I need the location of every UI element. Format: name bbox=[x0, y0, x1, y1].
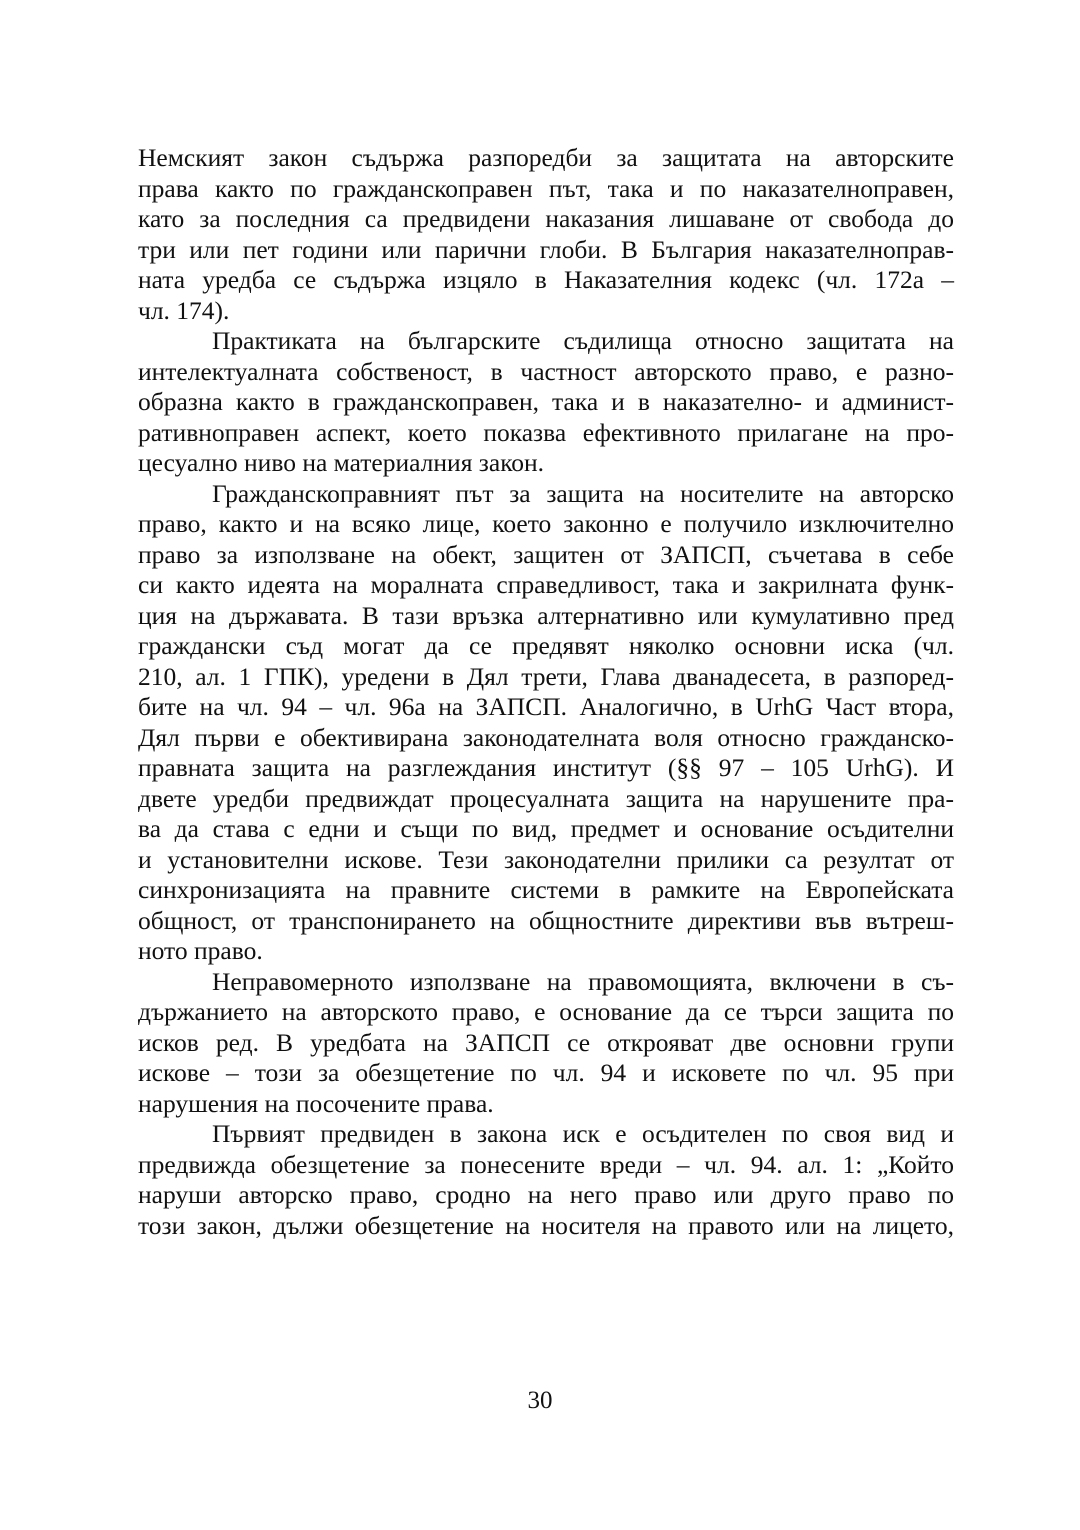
text-line: Дял първи е обективирана законодателната воля относно гражданско- bbox=[138, 722, 954, 752]
text-line: цесуално ниво на материалния закон. bbox=[138, 448, 545, 477]
text-line: държанието на авторското право, е основание да се търси защита по bbox=[138, 997, 954, 1026]
text-line: 210, ал. 1 ГПК), уредени в Дял трети, Глава дванадесета, в разпоред- bbox=[138, 661, 954, 691]
text-line: като за последния са предвидени наказания лишаване от свобода до bbox=[138, 204, 954, 233]
text-line: наруши авторско право, сродно на него право или друго право по bbox=[138, 1180, 954, 1209]
text-line: си както идеята на моралната справедливост, така и закрилната функ- bbox=[138, 570, 954, 599]
text-line: синхронизацията на правните системи в рамките на Европейската bbox=[138, 875, 954, 904]
text-line: общност, от транспонирането на общностните директиви във вътреш- bbox=[138, 905, 954, 935]
paragraph bbox=[138, 967, 954, 1120]
text-line: правната защита на разглеждания институт (§§ 97 – 105 UrhG). И bbox=[138, 753, 954, 782]
text-line: ната уредба се съдържа изцяло в Наказателния кодекс (чл. 172а – bbox=[138, 265, 954, 294]
text-line: права както по гражданскоправен път, така и по наказателноправен, bbox=[138, 173, 954, 203]
text-line: Първият предвиден в закона иск е осъдителен по своя вид и bbox=[212, 1119, 954, 1148]
text-line: образна както в гражданскоправен, така и в наказателно- и админист- bbox=[138, 387, 954, 416]
text-line: право, както и на всяко лице, което законно е получило изключително bbox=[138, 509, 954, 538]
text-line: Немският закон съдържа разпоредби за защитата на авторските bbox=[138, 143, 954, 172]
text-line: три или пет години или парични глоби. В България наказателноправ- bbox=[138, 234, 954, 264]
text-line: нарушения на посочените права. bbox=[138, 1088, 494, 1118]
text-line: Практиката на българските съдилища относно защитата на bbox=[212, 326, 954, 355]
text-line: граждански съд могат да се предявят няколко основни иска (чл. bbox=[138, 631, 954, 660]
paragraph bbox=[138, 479, 954, 967]
text-line: бите на чл. 94 – чл. 96а на ЗАПСП. Аналогично, в UrhG Част втора, bbox=[138, 692, 954, 721]
text-line: исков ред. В уредбата на ЗАПСП се открояват две основни групи bbox=[138, 1027, 954, 1057]
paragraph bbox=[138, 326, 954, 479]
text-line: Неправомерното използване на правомощията, включени в съ- bbox=[212, 966, 954, 996]
text-line: право за използване на обект, защитен от ЗАПСП, съчетава в себе bbox=[138, 539, 954, 569]
text-line: ното право. bbox=[138, 936, 263, 965]
text-line: Гражданскоправният път за защита на носителите на авторско bbox=[212, 478, 954, 508]
text-line: ва да става с едни и същи по вид, предмет и основание осъдителни bbox=[138, 814, 954, 843]
text-line: искове – този за обезщетение по чл. 94 и исковете по чл. 95 при bbox=[138, 1058, 954, 1087]
paragraph bbox=[138, 1119, 954, 1241]
text-line: и установителни искове. Тези законодателни прилики са резултат от bbox=[138, 844, 954, 874]
text-line: този закон, дължи обезщетение на носителя на правото или на лицето, bbox=[138, 1210, 954, 1240]
text-line: ративноправен аспект, което показва ефективното прилагане на про- bbox=[138, 417, 954, 447]
text-line: предвижда обезщетение за понесените вреди – чл. 94. ал. 1: „Който bbox=[138, 1149, 954, 1179]
body-text bbox=[138, 143, 954, 1241]
paragraph bbox=[138, 143, 954, 326]
text-line: ция на държавата. В тази връзка алтернативно или кумулативно пред bbox=[138, 600, 954, 630]
text-line: двете уредби предвиждат процесуалната защита на нарушените пра- bbox=[138, 783, 954, 813]
text-line: интелектуалната собственост, в частност авторското право, е разно- bbox=[138, 356, 954, 386]
text-line: чл. 174). bbox=[138, 295, 230, 325]
page-number: 30 bbox=[527, 1387, 553, 1414]
